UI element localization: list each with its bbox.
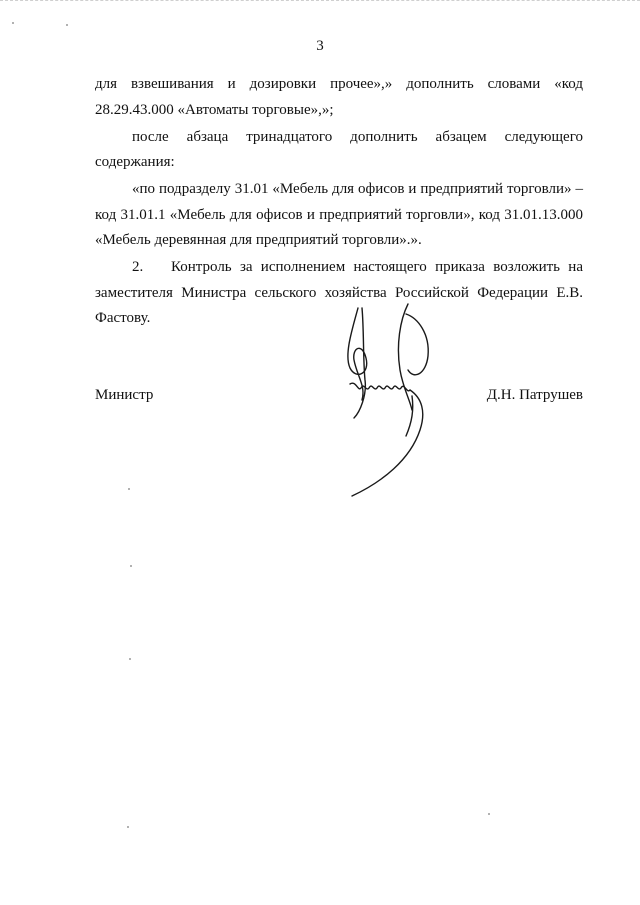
handwritten-signature bbox=[330, 300, 445, 500]
scan-artifact bbox=[130, 565, 132, 567]
scan-artifact bbox=[66, 24, 68, 26]
scan-artifact bbox=[488, 813, 490, 815]
page-number: 3 bbox=[316, 38, 324, 54]
item-number: 2. bbox=[132, 259, 144, 275]
signatory-name: Д.Н. Патрушев bbox=[486, 387, 583, 403]
scan-edge bbox=[0, 0, 640, 3]
item-2-text: Контроль за исполнением настоящего приказа возложить на заместителя Министра сельского хозяйства Российской Федерации Е.В. Фастову. bbox=[95, 259, 583, 326]
document-body bbox=[95, 72, 583, 333]
paragraph-continuation: для взвешивания и дозировки прочее»,» дополнить словами «код 28.29.43.000 «Автоматы торговые»,»; bbox=[95, 76, 583, 118]
scan-artifact bbox=[128, 488, 130, 490]
scan-artifact bbox=[12, 22, 14, 24]
paragraph-quoted-text: «по подразделу 31.01 «Мебель для офисов и предприятий торговли» – код 31.01.1 «Мебель для офисов и предприятий торговли», код 31.01.13.000 «Мебель деревянная для предприятий торговли».». bbox=[95, 181, 583, 248]
scan-artifact bbox=[127, 826, 129, 828]
scan-artifact bbox=[129, 658, 131, 660]
signatory-title: Министр bbox=[95, 387, 154, 403]
paragraph-amendment: после абзаца тринадцатого дополнить абзацем следующего содержания: bbox=[95, 128, 583, 170]
